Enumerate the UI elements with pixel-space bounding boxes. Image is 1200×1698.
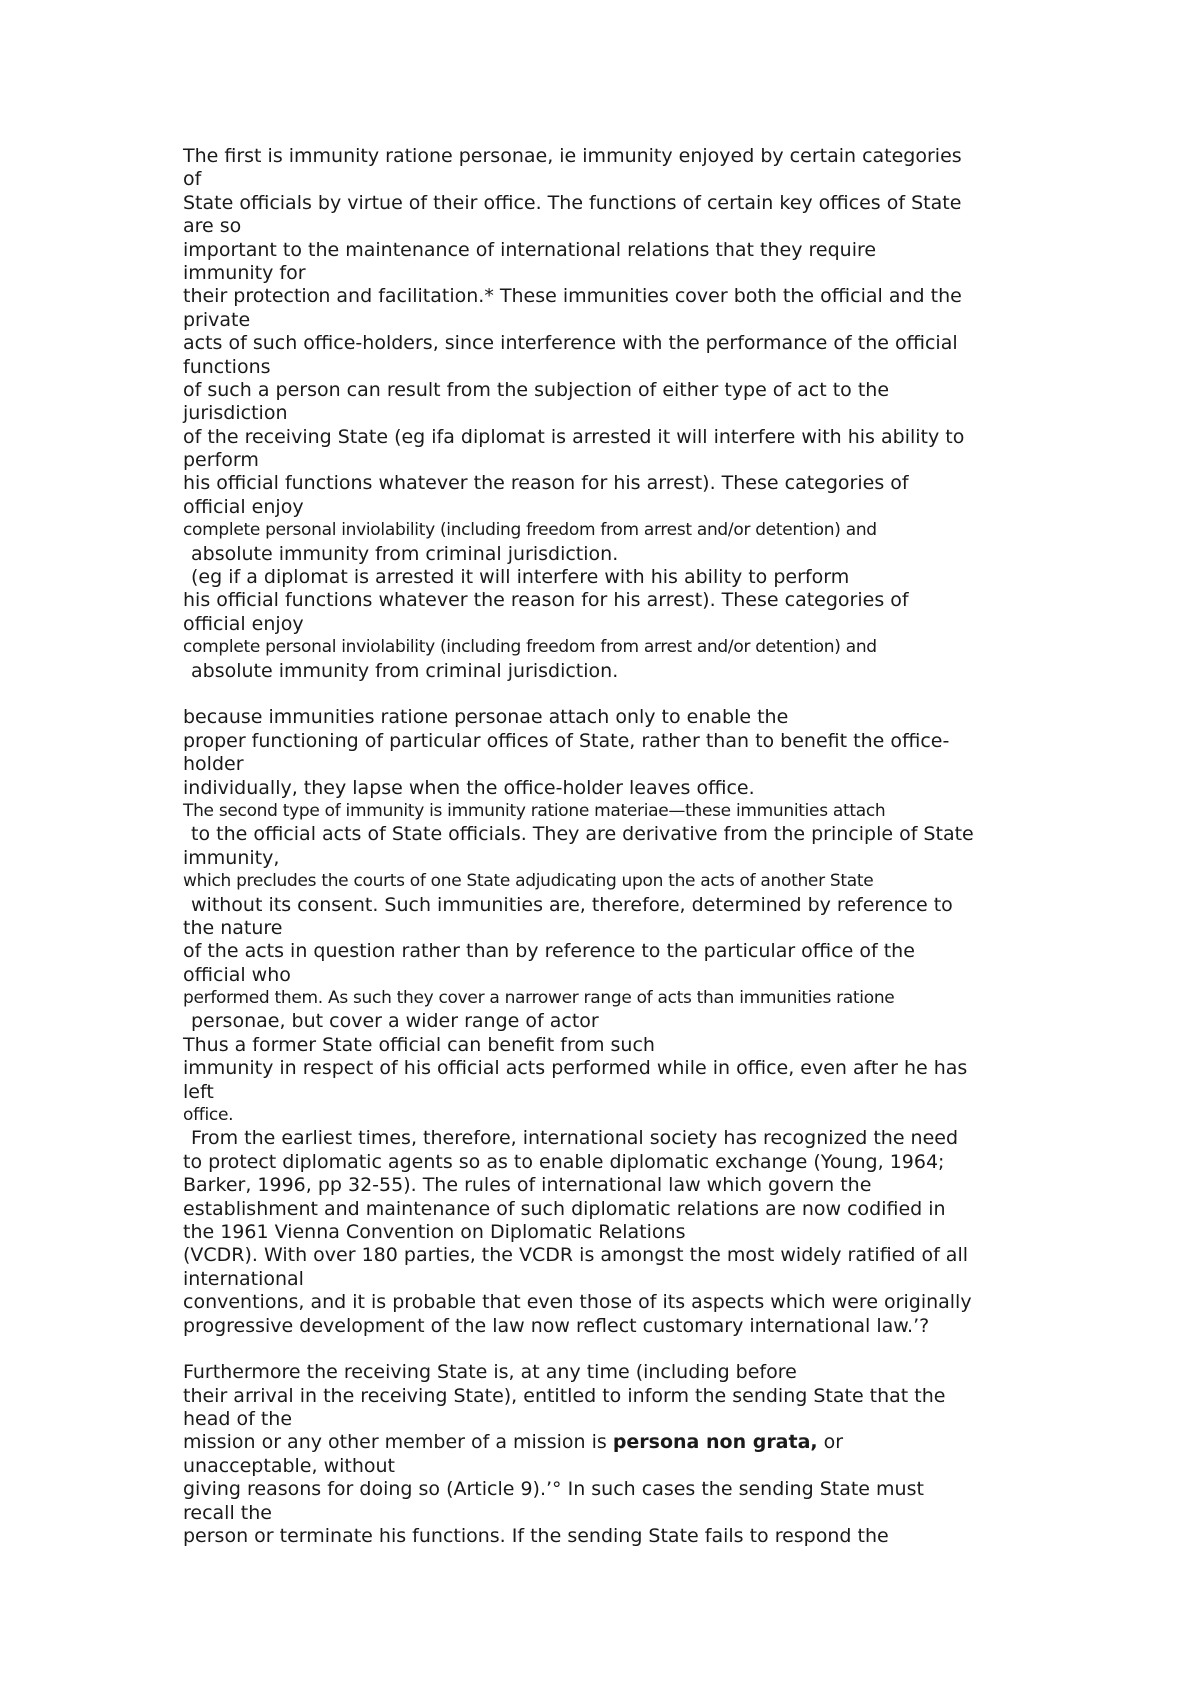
text-line: personae, but cover a wider range of actor (191, 1010, 599, 1033)
text-segment: mission or any other member of a mission is (183, 1431, 613, 1454)
paragraph-spacer (183, 1338, 1033, 1361)
text-line: office. (183, 1105, 234, 1126)
text-line: to the official acts of State officials. They are derivative from the principle of State (191, 823, 974, 846)
text-line: the nature (183, 916, 283, 939)
text-line (183, 1431, 1033, 1454)
paragraph-persona-non-grata (183, 1361, 1033, 1548)
text-line: complete personal inviolability (including freedom from arrest and/or detention) and (183, 520, 877, 541)
text-line: giving reasons for doing so (Article 9).’° In such cases the sending State must (183, 1478, 924, 1501)
text-line: absolute immunity from criminal jurisdiction. (191, 542, 619, 565)
text-line: The second type of immunity is immunity ratione materiae—these immunities attach (183, 800, 886, 821)
text-line: official enjoy (183, 495, 304, 518)
text-line: their arrival in the receiving State), entitled to inform the sending State that the (183, 1384, 946, 1407)
text-line: because immunities ratione personae attach only to enable the (183, 706, 789, 729)
text-line: The first is immunity ratione personae, ie immunity enjoyed by certain categories (183, 145, 962, 167)
text-line: his official functions whatever the reason for his arrest). These categories of (183, 472, 909, 495)
text-line: progressive development of the law now reflect customary international law.’? (183, 1314, 930, 1337)
text-line: State officials by virtue of their office. The functions of certain key offices of State (183, 191, 962, 214)
text-line: holder (183, 753, 244, 776)
text-line: immunity, (183, 846, 280, 869)
text-line: without its consent. Such immunities are, therefore, determined by reference to (191, 893, 953, 916)
text-line: his official functions whatever the reason for his arrest). These categories of (183, 589, 909, 612)
document-page (183, 145, 1033, 1548)
text-line: recall the (183, 1501, 272, 1524)
text-line: Thus a former State official can benefit from such (183, 1033, 655, 1056)
text-line: important to the maintenance of international relations that they require (183, 238, 877, 261)
text-line: establishment and maintenance of such diplomatic relations are now codified in (183, 1197, 946, 1220)
text-line: perform (183, 449, 259, 472)
text-line: of such a person can result from the subjection of either type of act to the (183, 378, 890, 401)
text-line: head of the (183, 1408, 293, 1431)
text-line: absolute immunity from criminal jurisdiction. (191, 659, 619, 682)
text-line: are so (183, 215, 242, 238)
text-line: functions (183, 355, 271, 378)
text-line: immunity for (183, 261, 306, 284)
text-line: international (183, 1267, 304, 1290)
text-line: official enjoy (183, 612, 304, 635)
text-line: Barker, 1996, pp 32-55). The rules of international law which govern the (183, 1174, 872, 1197)
text-line: of (183, 168, 202, 191)
text-line: which precludes the courts of one State adjudicating upon the acts of another State (183, 871, 874, 892)
text-line: of the acts in question rather than by reference to the particular office of the (183, 940, 915, 963)
text-line: Furthermore the receiving State is, at any time (including before (183, 1361, 797, 1384)
text-line: unacceptable, without (183, 1454, 395, 1477)
text-line: conventions, and it is probable that even those of its aspects which were originally (183, 1291, 972, 1314)
text-line: jurisdiction (183, 402, 288, 425)
text-line: official who (183, 963, 291, 986)
text-line: person or terminate his functions. If the sending State fails to respond the (183, 1525, 889, 1548)
text-line: From the earliest times, therefore, international society has recognized the need (191, 1127, 959, 1150)
text-line: performed them. As such they cover a narrower range of acts than immunities ratione (183, 988, 895, 1009)
text-line: (eg if a diplomat is arrested it will interfere with his ability to perform (191, 566, 850, 589)
text-line: their protection and facilitation.* These immunities cover both the official and the (183, 285, 962, 308)
text-line: private (183, 308, 251, 331)
text-line: the 1961 Vienna Convention on Diplomatic Relations (183, 1220, 686, 1243)
emphasis-persona-non-grata: persona non grata, (612, 1431, 818, 1454)
text-line: individually, they lapse when the office-holder leaves office. (183, 776, 755, 799)
paragraph-immunity-ratione-personae (183, 145, 1033, 683)
text-line: of the receiving State (eg ifa diplomat is arrested it will interfere with his ability to (183, 425, 965, 448)
text-line: proper functioning of particular offices of State, rather than to benefit the office- (183, 729, 950, 752)
paragraph-spacer (183, 683, 1033, 706)
text-line: immunity in respect of his official acts performed while in office, even after he has (183, 1057, 968, 1080)
text-line: complete personal inviolability (including freedom from arrest and/or detention) and (183, 637, 877, 658)
text-line: to protect diplomatic agents so as to enable diplomatic exchange (Young, 1964; (183, 1150, 945, 1173)
text-segment: or (817, 1431, 844, 1454)
text-line: left (183, 1080, 214, 1103)
text-line: acts of such office-holders, since interference with the performance of the official (183, 332, 958, 355)
text-line: (VCDR). With over 180 parties, the VCDR is amongst the most widely ratified of all (183, 1244, 969, 1267)
paragraph-immunity-ratione-materiae (183, 706, 1033, 1338)
